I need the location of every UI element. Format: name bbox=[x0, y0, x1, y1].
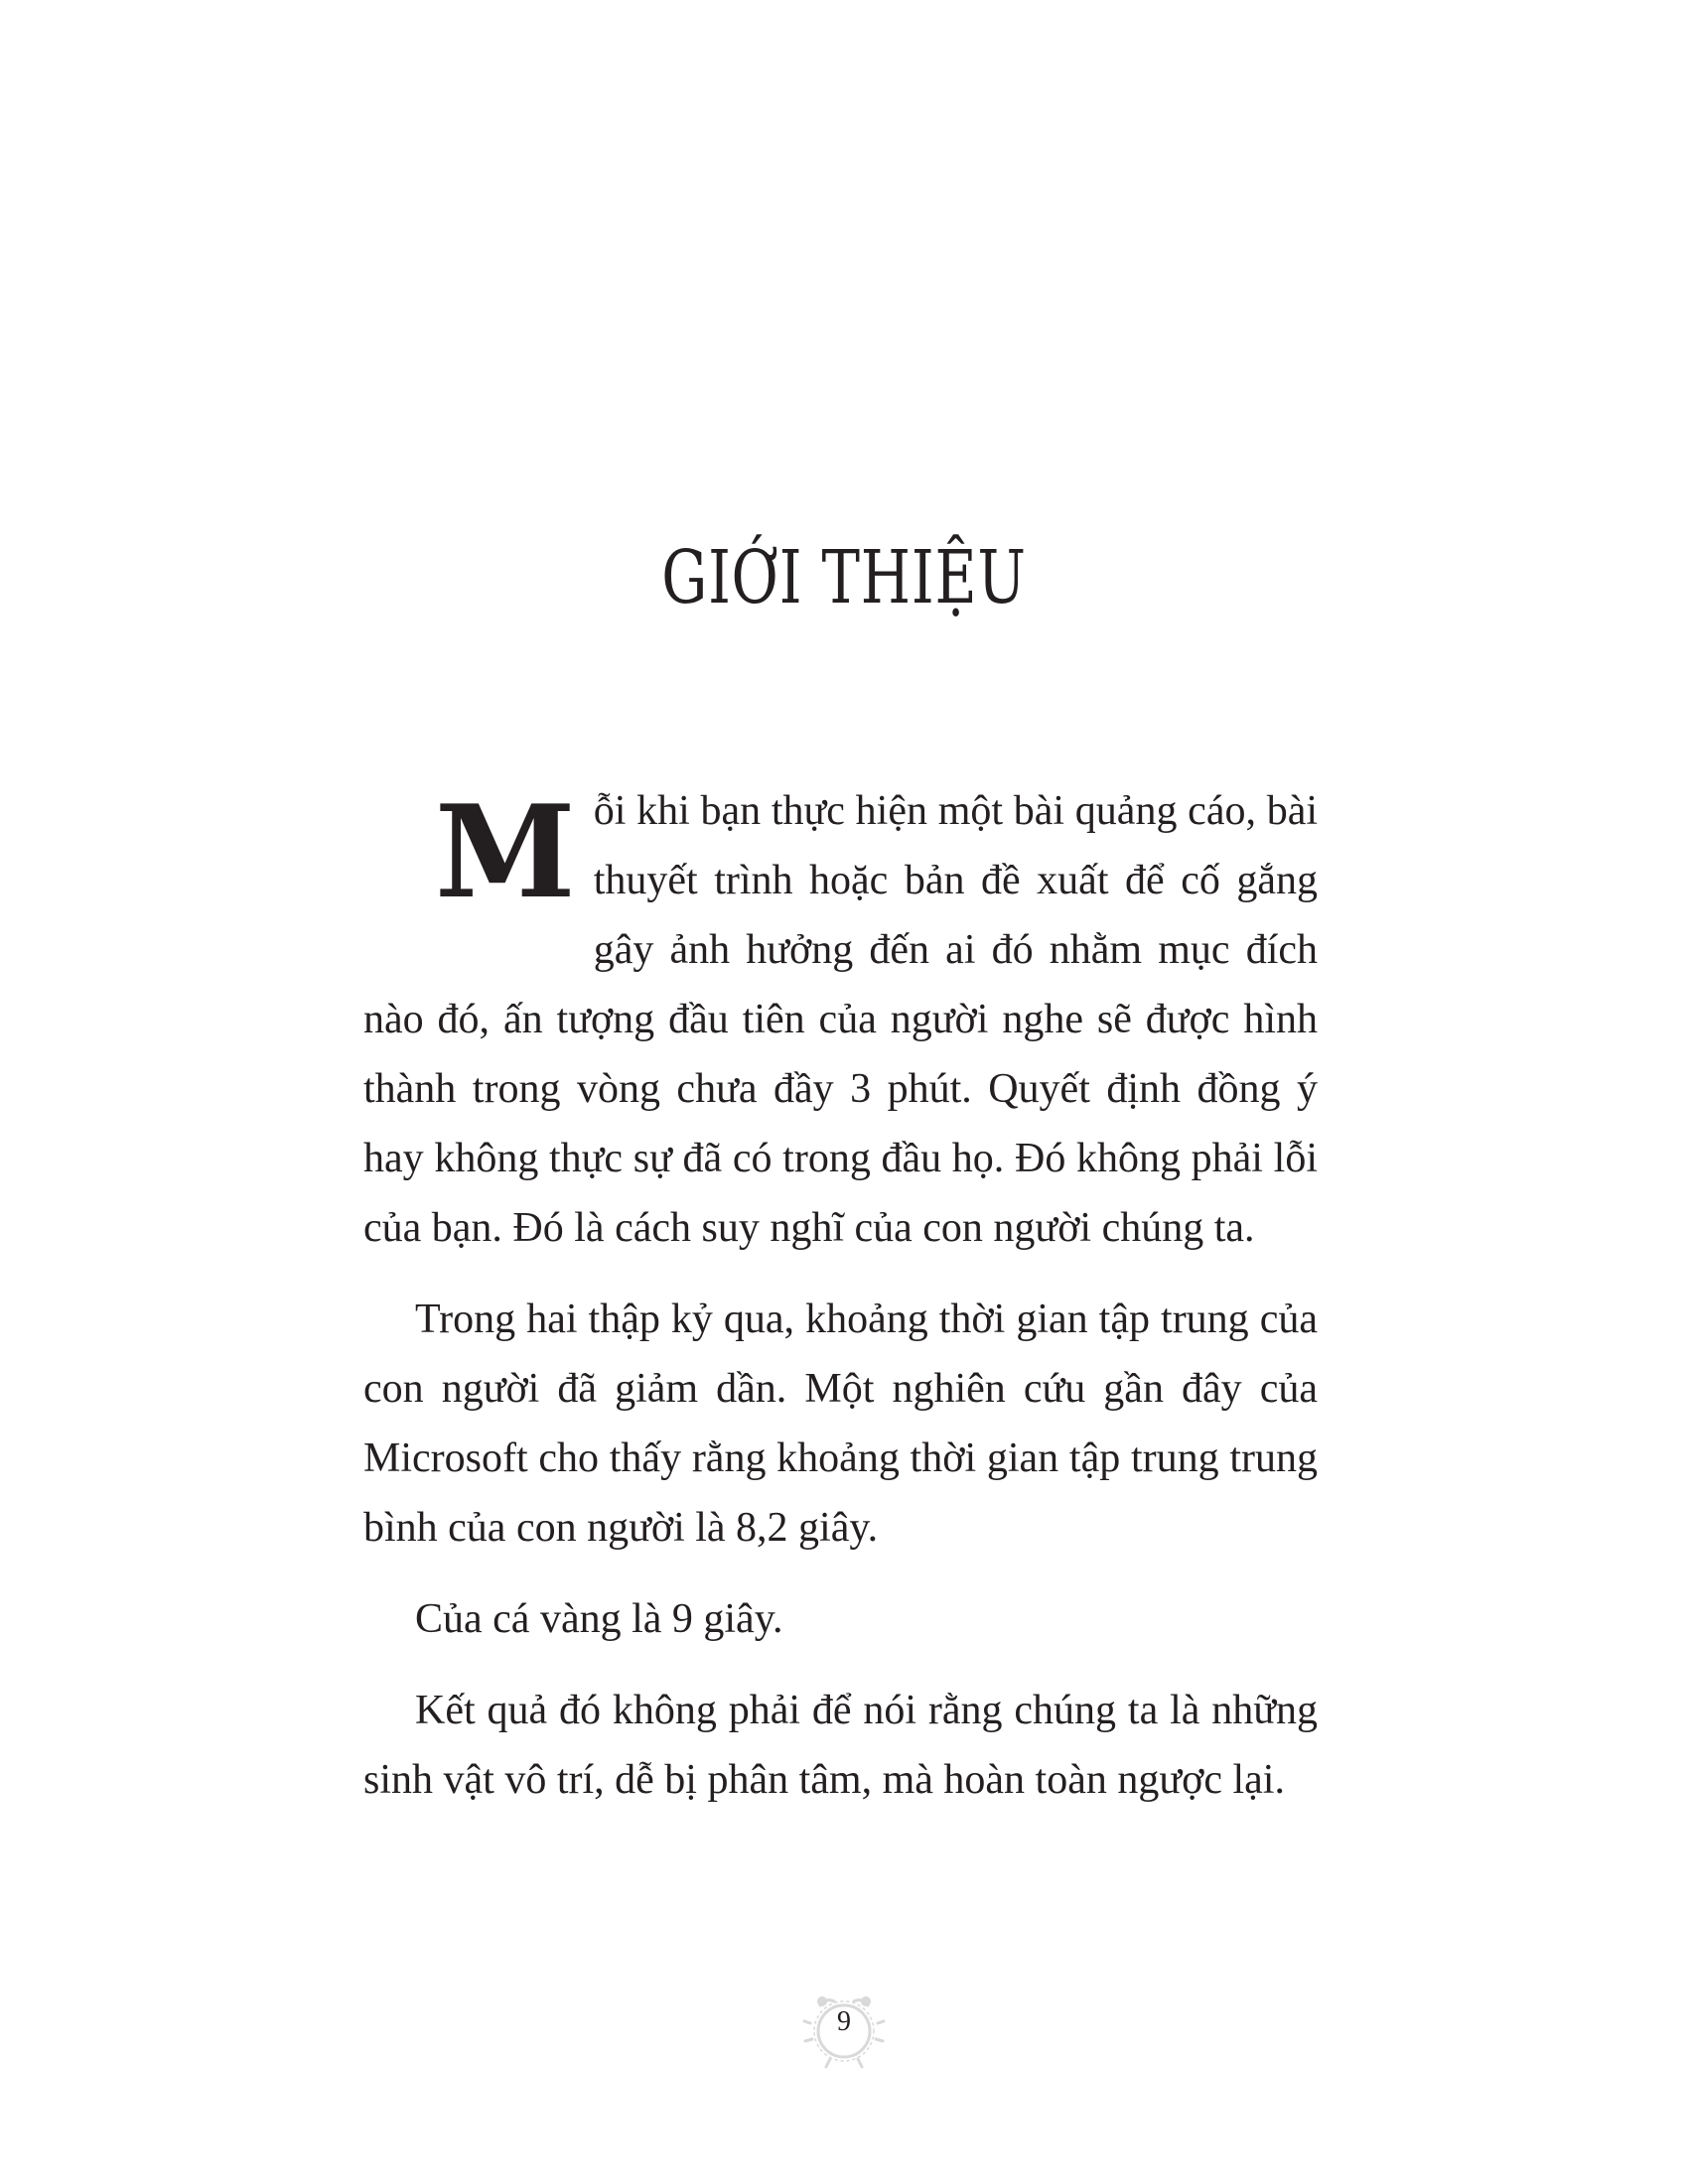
paragraph-1 bbox=[363, 776, 1318, 1263]
paragraph-2: Trong hai thập kỷ qua, khoảng thời gian tập trung của con người đã giảm dần. Một nghiên cứu gần đây của Microsoft cho thấy rằng khoảng thời gian tập trung trung bình của con người là 8,2 giây. bbox=[363, 1297, 1318, 1551]
paragraph-4: Kết quả đó không phải để nói rằng chúng ta là những sinh vật vô trí, dễ bị phân tâm, mà hoàn toàn ngược lại. bbox=[363, 1688, 1318, 1803]
page-footer bbox=[800, 1983, 888, 2071]
paragraph-3: Của cá vàng là 9 giây. bbox=[415, 1596, 783, 1642]
chapter-title: GIỚI THIỆU bbox=[661, 535, 1027, 620]
drop-cap: M bbox=[435, 778, 576, 927]
body-text bbox=[363, 776, 1318, 1837]
page-number: 9 bbox=[837, 2006, 851, 2037]
paragraph-1-text: ỗi khi bạn thực hiện một bài quảng cáo, bài thuyết trình hoặc bản đề xuất để cố gắng gây ảnh hưởng đến ai đó nhằm mục đích nào đó, ấn tượng đầu tiên của người nghe sẽ được hình thành trong vòng chưa đầy 3 phút. Quyết định đồng ý hay không thực sự đã có trong đầu họ. Đó không phải lỗi của bạn. Đó là cách suy nghĩ của con người chúng ta. bbox=[363, 788, 1318, 1251]
